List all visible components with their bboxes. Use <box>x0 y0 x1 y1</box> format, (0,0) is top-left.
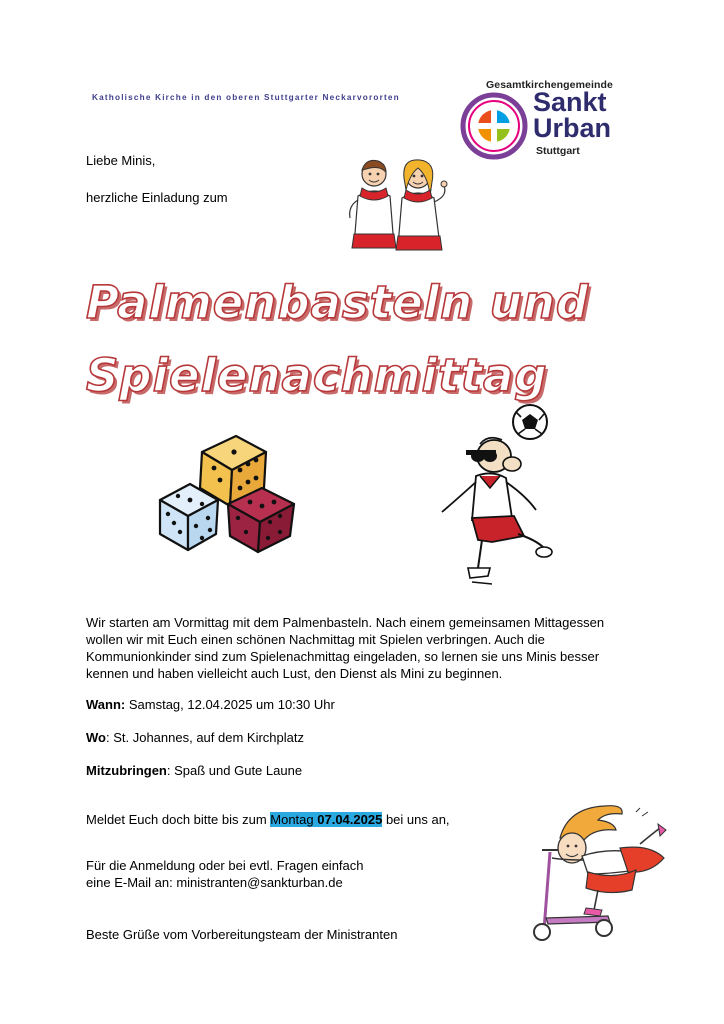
intro-line: kennen und haben vielleicht auch Lust, den Dienst als Mini zu beginnen. <box>86 666 503 681</box>
contact-line1: Für die Anmeldung oder bei evtl. Fragen einfach <box>86 858 364 873</box>
football-kid-illustration <box>432 400 558 590</box>
logo-city: Stuttgart <box>536 145 580 157</box>
registration-deadline <box>270 812 382 827</box>
logo-line2: Urban <box>533 113 612 143</box>
title-line2: Spielenachmittag <box>86 349 548 402</box>
deadline-day: Montag <box>270 812 318 827</box>
registration-row <box>86 811 450 828</box>
greeting: Liebe Minis, <box>86 153 156 168</box>
logo-line1: Sankt <box>533 87 607 117</box>
registration-suffix: bei uns an, <box>382 812 450 827</box>
intro-line: Wir starten am Vormittag mit dem Palmenbasteln. Nach einem gemeinsamen Mittagessen <box>86 615 605 630</box>
where-value: : St. Johannes, auf dem Kirchplatz <box>105 730 304 745</box>
when-label: Wann: <box>86 697 126 712</box>
when-row <box>86 696 335 713</box>
cross-circle-logo-icon <box>460 92 528 160</box>
registration-prefix: Meldet Euch doch bitte bis zum <box>86 812 271 827</box>
contact-line2: eine E-Mail an: ministranten@sankturban.de <box>86 875 343 890</box>
invite-text: herzliche Einladung zum <box>86 190 228 205</box>
intro-line: Kommunionkinder sind zum Spielenachmittag eingeladen, so lernen sie uns Minis besser <box>86 649 600 664</box>
dice-illustration <box>154 430 302 554</box>
when-value: Samstag, 12.04.2025 um 10:30 Uhr <box>125 697 335 712</box>
intro-paragraph <box>86 614 646 682</box>
intro-line: wollen wir mit Euch einen schönen Nachmittag mit Spielen verbringen. Auch die <box>86 632 545 647</box>
where-label: Wo <box>86 730 106 745</box>
where-row <box>86 729 304 746</box>
bring-value: : Spaß und Gute Laune <box>166 763 303 778</box>
altar-servers-illustration <box>344 156 454 252</box>
logo-top-text: Gesamtkirchengemeinde <box>486 79 613 91</box>
scooter-girl-illustration <box>524 798 674 944</box>
title-line1: Palmenbasteln und <box>86 276 590 329</box>
tagline: Katholische Kirche in den oberen Stuttgarter Neckarvororten <box>92 93 400 102</box>
deadline-date: 07.04.2025 <box>317 812 383 827</box>
closing: Beste Grüße vom Vorbereitungsteam der Ministranten <box>86 927 398 942</box>
bring-label: Mitzubringen <box>86 763 167 778</box>
bring-row <box>86 762 302 779</box>
